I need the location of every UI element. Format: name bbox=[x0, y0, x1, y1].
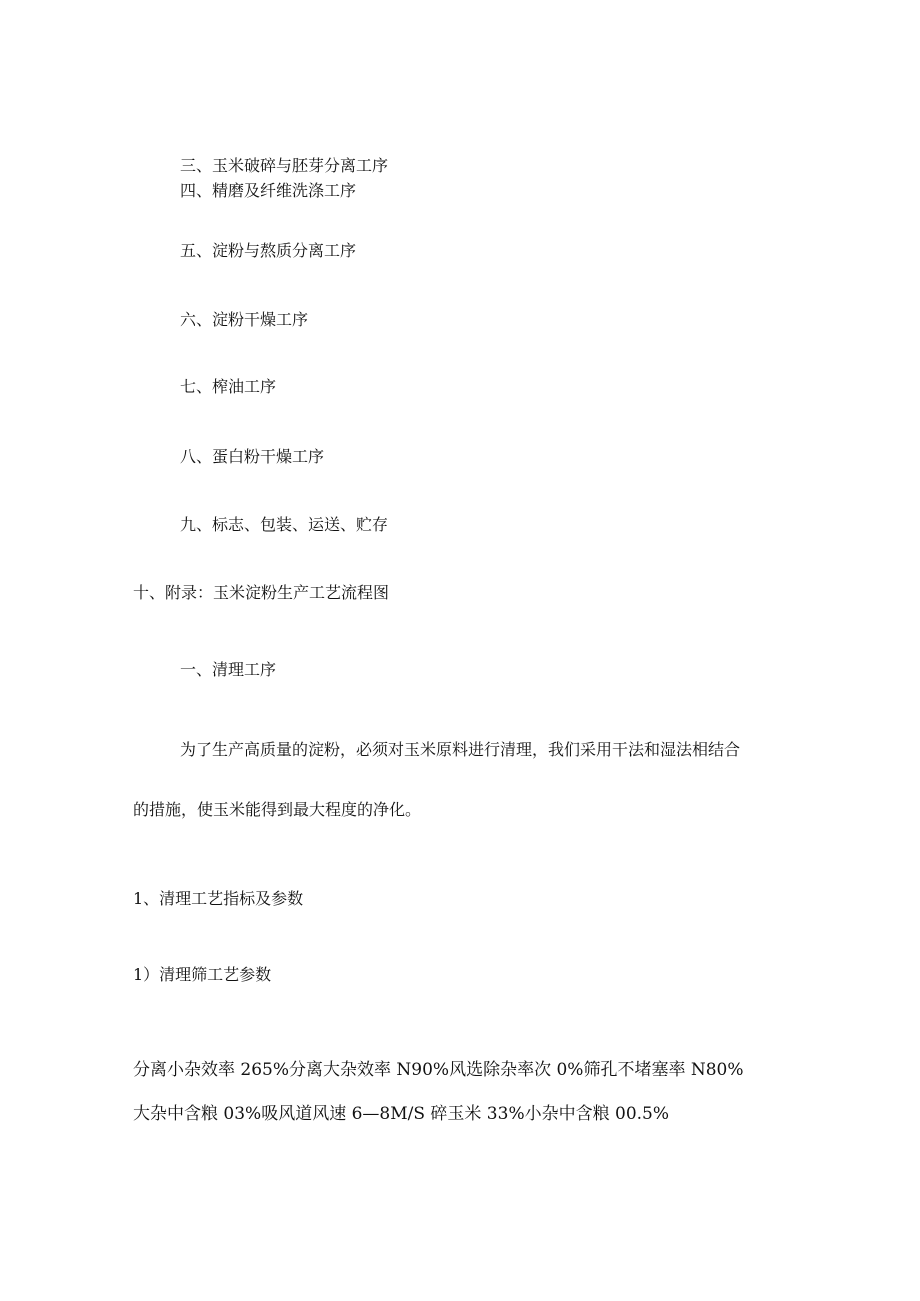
params-line-2: 大杂中含粮 03%吸风道风速 6—8M/S 碎玉米 33%小杂中含粮 00.5% bbox=[133, 1104, 670, 1124]
params-line-1: 分离小杂效率 265%分离大杂效率 N90%风选除杂率次 0%筛孔不堵塞率 N80% bbox=[133, 1060, 744, 1080]
subsubsection-title: 1）清理筛工艺参数 bbox=[133, 965, 272, 984]
toc-item-6: 六、淀粉干燥工序 bbox=[180, 310, 309, 329]
toc-item-8: 八、蛋白粉干燥工序 bbox=[180, 447, 325, 466]
section-title: 一、清理工序 bbox=[180, 660, 277, 679]
toc-item-5: 五、淀粉与熬质分离工序 bbox=[180, 241, 357, 260]
toc-item-7: 七、榨油工序 bbox=[180, 377, 277, 396]
toc-item-9: 九、标志、包装、运送、贮存 bbox=[180, 515, 389, 534]
paragraph-line-1: 为了生产高质量的淀粉，必须对玉米原料进行清理，我们采用干法和湿法相结合 bbox=[180, 740, 741, 759]
subsection-title: 1、清理工艺指标及参数 bbox=[133, 889, 304, 908]
toc-item-4: 四、精磨及纤维洗涤工序 bbox=[180, 181, 357, 200]
toc-item-3: 三、玉米破碎与胚芽分离工序 bbox=[180, 156, 389, 175]
paragraph-line-2: 的措施，使玉米能得到最大程度的净化。 bbox=[133, 800, 422, 819]
toc-appendix: 十、附录：玉米淀粉生产工艺流程图 bbox=[133, 583, 390, 602]
